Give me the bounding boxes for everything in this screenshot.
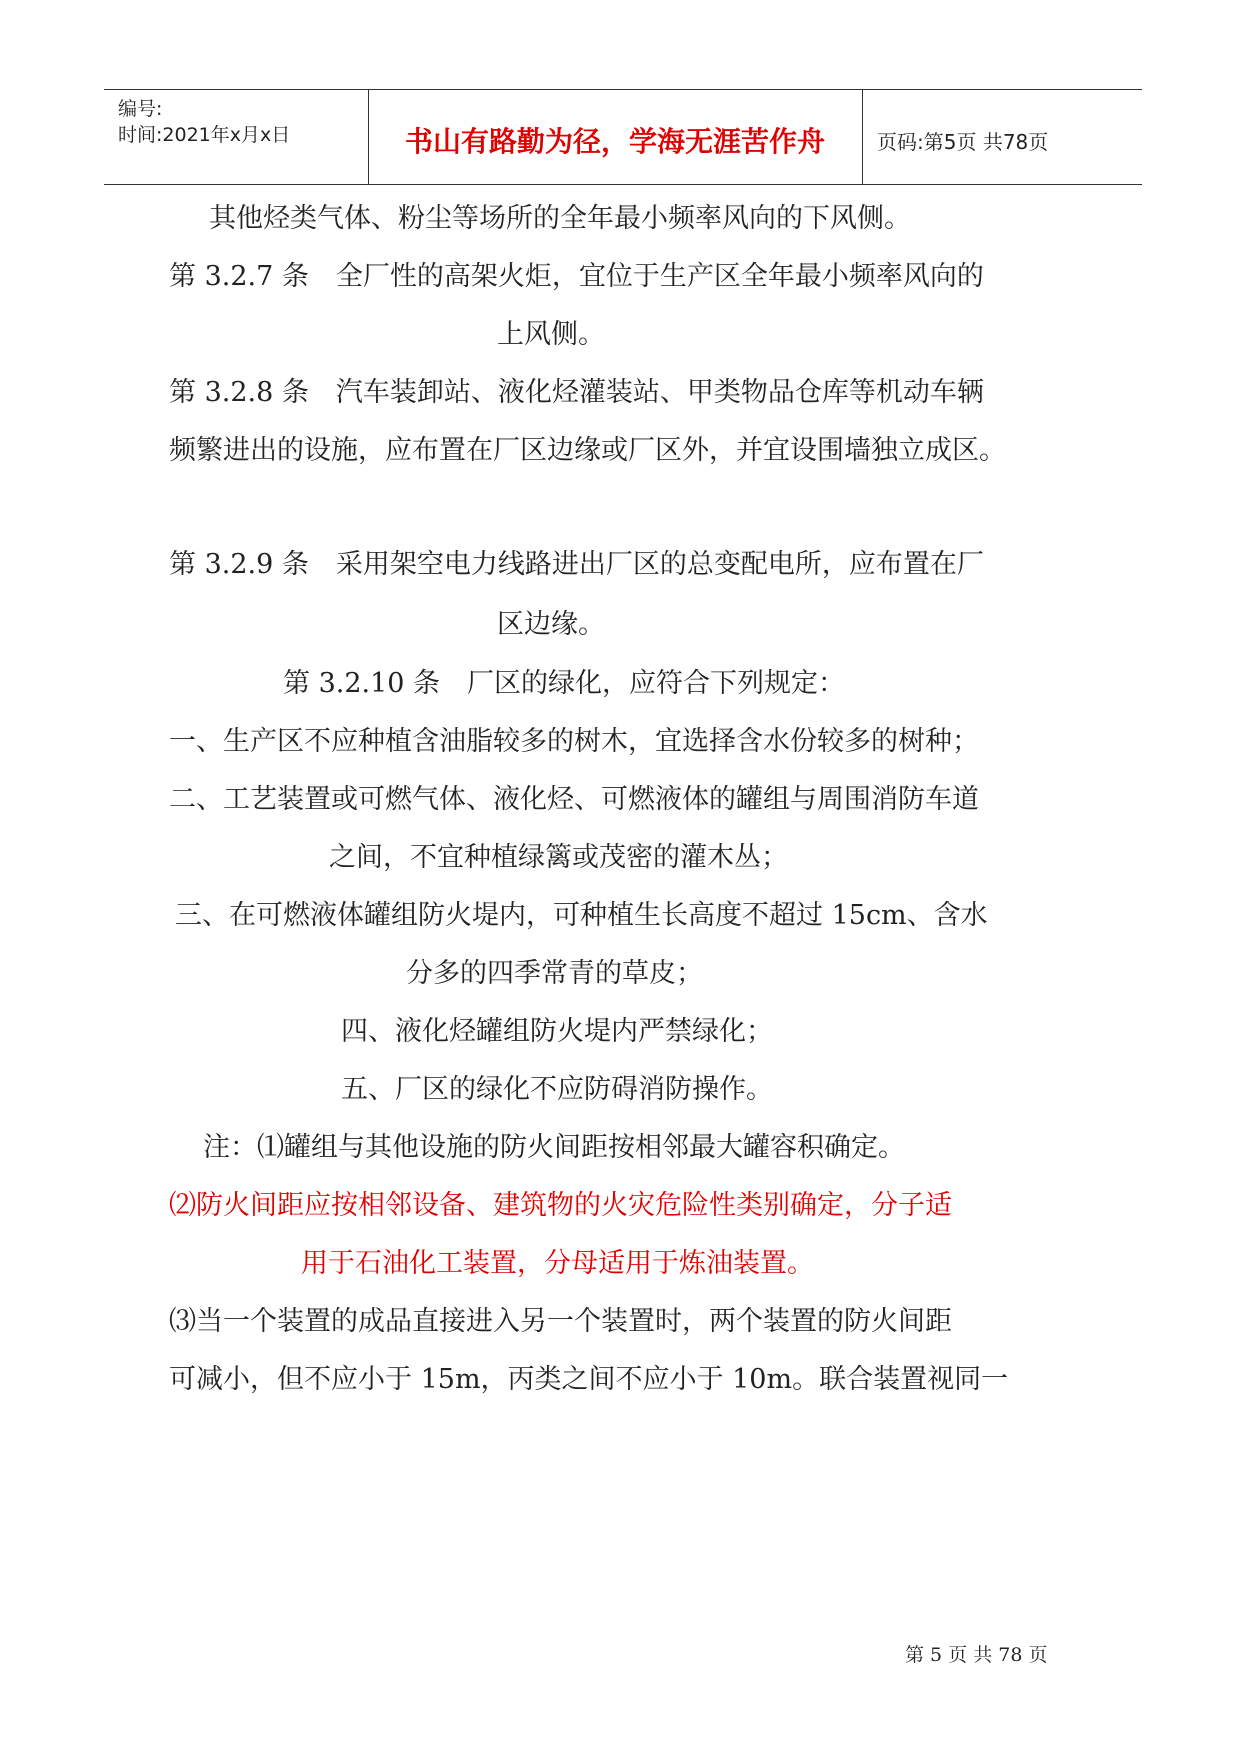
text-line: 第 3.2.7 条 全厂性的高架火炬，宜位于生产区全年最小频率风向的 bbox=[169, 261, 984, 292]
text-line: 三、在可燃液体罐组防火堤内，可种植生长高度不超过 15cm、含水 bbox=[175, 900, 988, 931]
page-footer: 第 5 页 共 78 页 bbox=[905, 1644, 1048, 1666]
text-line: 上风侧。 bbox=[497, 319, 605, 350]
text-line-highlight: 用于石油化工装置，分母适用于炼油装置。 bbox=[301, 1248, 814, 1279]
page-label: 页码:第5页 共78页 bbox=[877, 130, 1049, 154]
header-motto-cell bbox=[368, 90, 863, 184]
text-line: ⑶当一个装置的成品直接进入另一个装置时，两个装置的防火间距 bbox=[169, 1306, 952, 1337]
time-label: 时间:2021年x月x日 bbox=[118, 124, 291, 146]
header-page-cell bbox=[862, 90, 1142, 184]
text-line: 分多的四季常青的草皮； bbox=[406, 958, 703, 989]
text-line: 第 3.2.9 条 采用架空电力线路进出厂区的总变配电所，应布置在厂 bbox=[169, 549, 984, 580]
text-line: 第 3.2.8 条 汽车装卸站、液化烃灌装站、甲类物品仓库等机动车辆 bbox=[169, 377, 984, 408]
text-line: 频繁进出的设施，应布置在厂区边缘或厂区外，并宜设围墙独立成区。 bbox=[169, 435, 1006, 466]
page-header bbox=[104, 89, 1142, 185]
text-line: 可减小，但不应小于 15m，丙类之间不应小于 10m。联合装置视同一 bbox=[169, 1364, 1009, 1395]
text-line: 区边缘。 bbox=[497, 609, 605, 640]
text-line: 注：⑴罐组与其他设施的防火间距按相邻最大罐容积确定。 bbox=[203, 1132, 905, 1163]
text-line: 之间，不宜种植绿篱或茂密的灌木丛； bbox=[329, 842, 788, 873]
header-meta-cell bbox=[104, 90, 369, 184]
text-line: 第 3.2.10 条 厂区的绿化，应符合下列规定： bbox=[283, 668, 846, 699]
text-line: 五、厂区的绿化不应防碍消防操作。 bbox=[341, 1074, 773, 1105]
text-line: 二、工艺装置或可燃气体、液化烃、可燃液体的罐组与周围消防车道 bbox=[169, 784, 979, 815]
text-line-highlight: ⑵防火间距应按相邻设备、建筑物的火灾危险性类别确定，分子适 bbox=[169, 1190, 952, 1221]
text-line: 四、液化烃罐组防火堤内严禁绿化； bbox=[341, 1016, 773, 1047]
motto: 书山有路勤为径，学海无涯苦作舟 bbox=[404, 125, 825, 158]
text-line: 其他烃类气体、粉尘等场所的全年最小频率风向的下风侧。 bbox=[209, 203, 911, 234]
text-line: 一、生产区不应种植含油脂较多的树木，宜选择含水份较多的树种； bbox=[169, 726, 979, 757]
number-label: 编号: bbox=[118, 98, 163, 120]
